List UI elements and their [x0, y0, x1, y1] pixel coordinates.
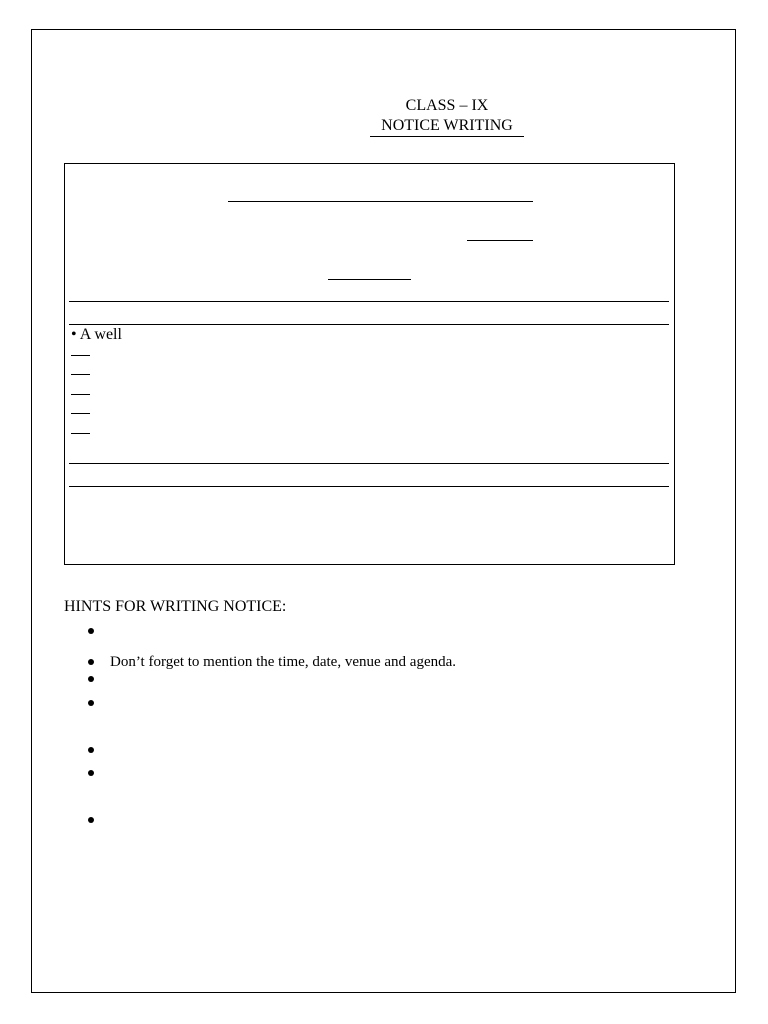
blank-line-date	[467, 240, 533, 241]
hint-item	[86, 652, 456, 672]
blank-dash	[71, 355, 90, 356]
divider-line	[69, 486, 669, 487]
blank-dash	[71, 413, 90, 414]
hint-item	[86, 747, 110, 753]
bullet-icon	[88, 770, 94, 776]
notice-format-box	[64, 163, 675, 565]
blank-dash	[71, 433, 90, 434]
blank-line-institution	[228, 201, 533, 202]
page-title: NOTICE WRITING	[381, 117, 513, 134]
hint-item	[86, 628, 110, 634]
hint-item	[86, 817, 110, 823]
blank-dash	[71, 394, 90, 395]
hint-item	[86, 676, 110, 682]
divider-line	[69, 463, 669, 464]
hints-heading: HINTS FOR WRITING NOTICE:	[64, 598, 287, 615]
title-underline	[370, 136, 524, 137]
bullet-icon	[88, 700, 94, 706]
bullet-icon	[88, 628, 94, 634]
blank-line-heading	[328, 279, 411, 280]
class-heading: CLASS – IX	[405, 97, 489, 114]
divider-line	[69, 301, 669, 302]
body-bullet: • A well	[71, 326, 122, 343]
divider-line	[69, 324, 669, 325]
bullet-icon	[88, 817, 94, 823]
hint-text: Don’t forget to mention the time, date, venue and agenda.	[110, 654, 457, 670]
bullet-icon	[88, 747, 94, 753]
blank-dash	[71, 374, 90, 375]
hint-item	[86, 770, 110, 776]
bullet-icon	[88, 659, 94, 665]
bullet-icon	[88, 676, 94, 682]
hint-item	[86, 700, 110, 706]
